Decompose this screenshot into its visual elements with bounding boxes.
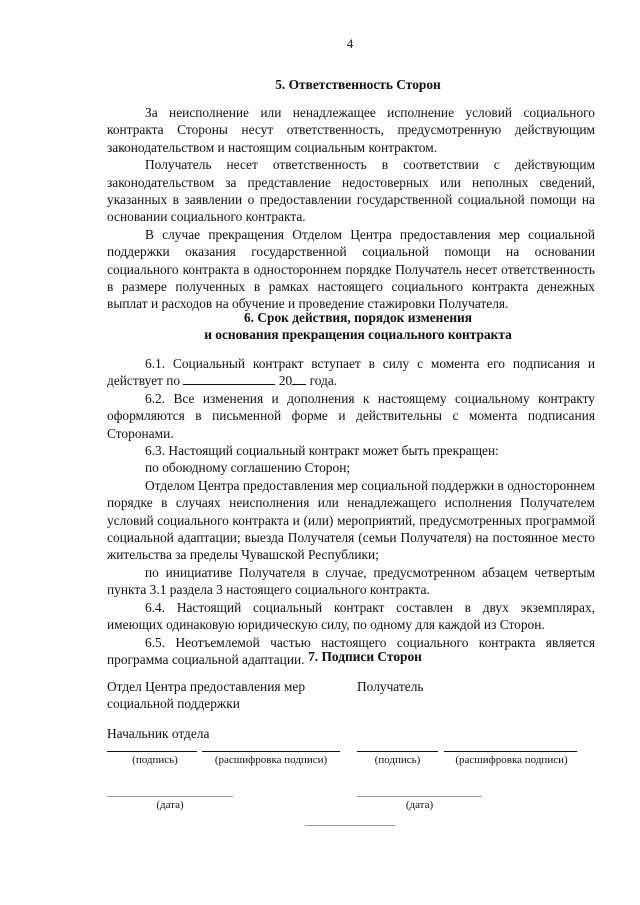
left-signature-line [107, 751, 197, 752]
left-decode-line [202, 751, 340, 752]
section-6 [107, 309, 595, 668]
page-number: 4 [346, 36, 354, 51]
position-title: Начальник отдела [107, 726, 210, 741]
section-5 [107, 76, 595, 313]
section-6-paragraph-3: 6.3. Настоящий социальный контракт может быть прекращен: [145, 443, 499, 459]
section-6-title-line-1: 6. Срок действия, порядок изменения [243, 310, 473, 325]
right-date-line [357, 796, 482, 797]
closing-divider [305, 825, 395, 826]
left-party-line-1: Отдел Центра предоставления мер [107, 679, 306, 694]
year-word: года. [309, 373, 338, 389]
section-6-title-line-2: и основания прекращения социального контракта [204, 327, 512, 342]
section-6-paragraph-8: 6.5. Неотъемлемой частью настоящего социального контракта является программа социальной адаптации. [107, 634, 595, 667]
right-decode-line [444, 751, 577, 752]
year-prefix: 20 [278, 373, 293, 389]
section-6-paragraph-2: 6.2. Все изменения и дополнения к настоящему социальному контракту оформляются в письменной форме и действительны с момента подписания Сторонами. [107, 390, 595, 441]
right-decode-caption: (расшифровка подписи) [455, 754, 568, 766]
section-6-paragraph-5: Отделом Центра предоставления мер социальной поддержки в одностороннем порядке в случаях неисполнения или ненадлежащего исполнения Получателем условий социального контракта и (или) мероприятий, предусмотренных программой социальной адаптации; выезда Получателя (семьи Получателя) на постоянное место жительства за пределы Чувашской Республики; [107, 477, 595, 563]
left-decode-caption: (расшифровка подписи) [214, 754, 328, 766]
section-6-paragraph-4: по обоюдному соглашению Сторон; [145, 460, 351, 476]
left-date-caption: (дата) [156, 799, 184, 811]
section-6-paragraph-6: по инициативе Получателя в случае, предусмотренном абзацем четвертым пункта 3.1 раздела 3 настоящего социального контракта. [107, 564, 595, 598]
clause-6-1-text: 6.1. Социальный контракт вступает в силу с момента его подписания и действует по [107, 356, 595, 389]
right-date-caption: (дата) [405, 799, 434, 811]
left-signature-caption: (подпись) [132, 754, 178, 766]
end-date-blank [183, 373, 275, 385]
right-signature-caption: (подпись) [374, 754, 421, 766]
section-5-paragraph-3: В случае прекращения Отделом Центра предоставления мер социальной поддержки оказания государственной социальной помощи на основании социального контракта в одностороннем порядке Получатель несет ответственность в размере полученных в рамках настоящего социального контракта денежных выплат и расходов на обучение и проведение стажировки Получателя. [107, 226, 595, 312]
section-5-paragraph-2: Получатель несет ответственность в соответствии с действующим законодательством за представление недостоверных или неполных сведений, указанных в заявлении о предоставлении государственной социальной помощи на основании социального контракта. [107, 157, 595, 225]
right-signature-line [357, 751, 438, 752]
section-6-paragraph-1 [107, 355, 595, 390]
left-date-line [107, 796, 233, 797]
left-party-line-2: социальной поддержки [107, 696, 240, 711]
section-7-title: 7. Подписи Сторон [308, 649, 422, 664]
section-5-title: 5. Ответственность Сторон [275, 77, 441, 92]
year-blank [292, 373, 306, 385]
right-party: Получатель [357, 679, 424, 694]
section-5-paragraph-1: За неисполнение или ненадлежащее исполнение условий социального контракта Стороны несут ответственность, предусмотренную действующим законодательством и настоящим социальным контрактом. [107, 105, 595, 155]
section-6-paragraph-7: 6.4. Настоящий социальный контракт составлен в двух экземплярах, имеющих одинаковую юридическую силу, по одному для каждой из Сторон. [107, 599, 595, 633]
